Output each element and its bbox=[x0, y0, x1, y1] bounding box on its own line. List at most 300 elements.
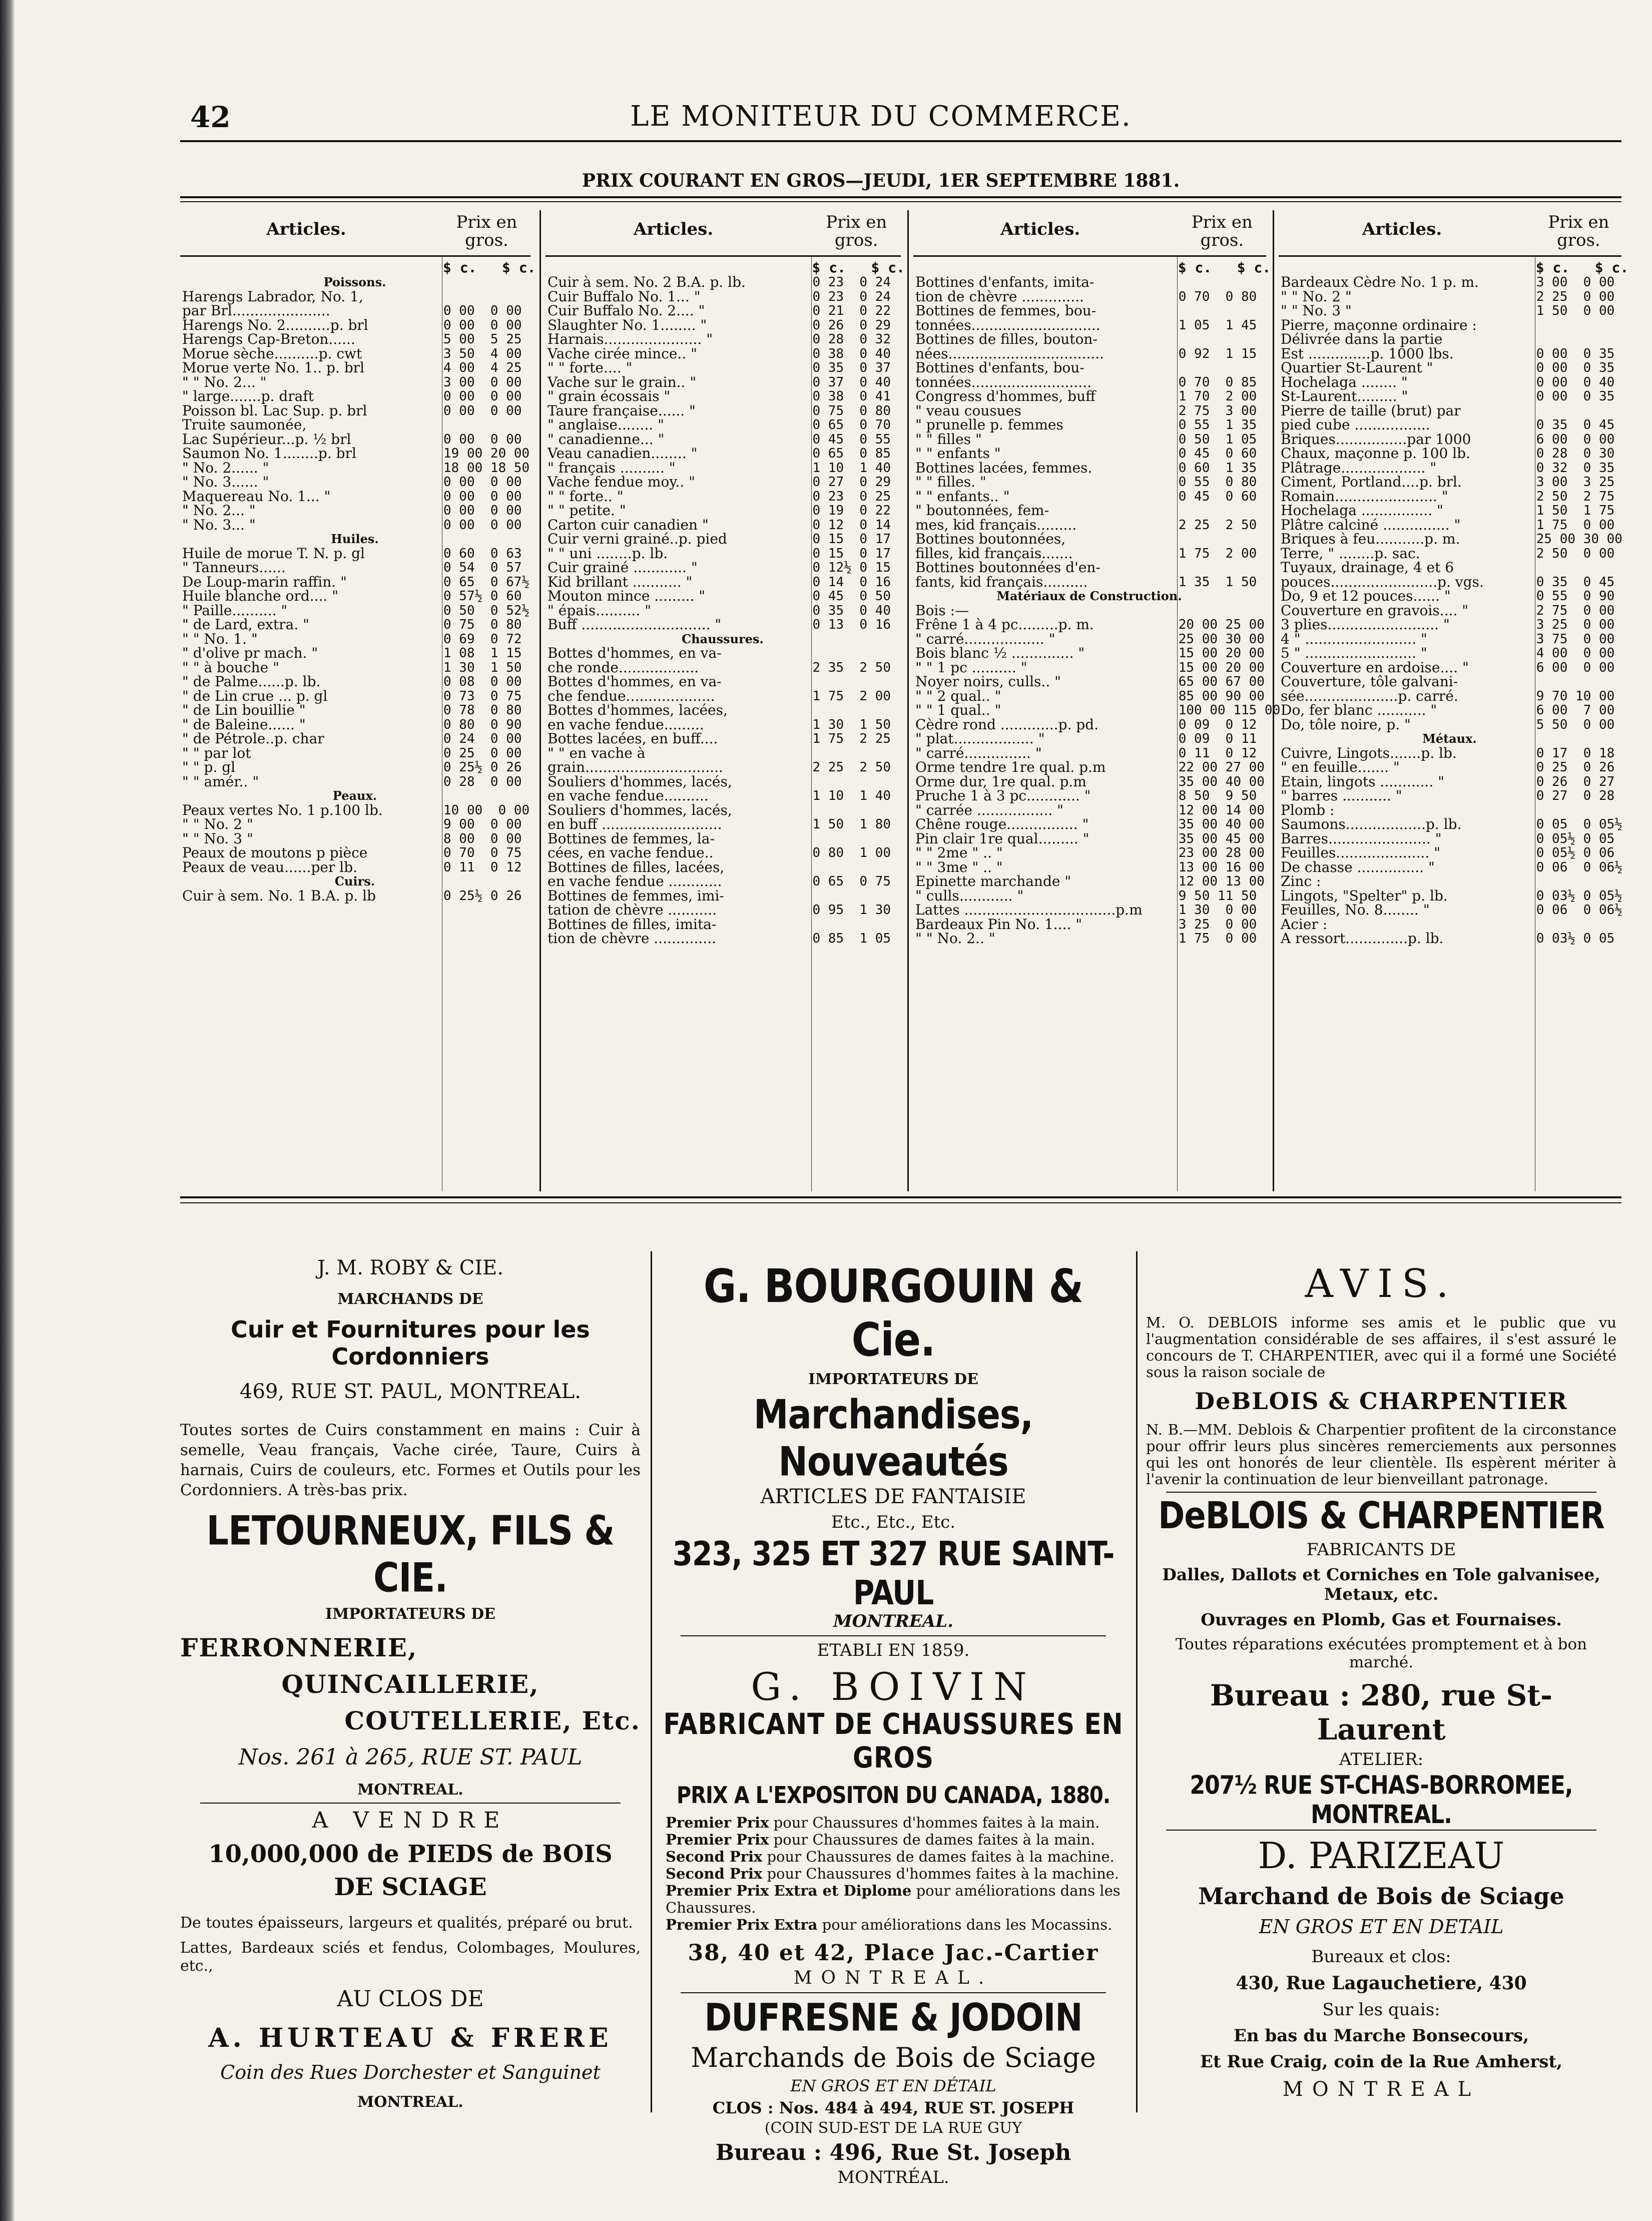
article-price: 0 12½ 0 15 bbox=[812, 560, 891, 575]
header-rule bbox=[180, 140, 1621, 142]
deblois-atelier: ATELIER: bbox=[1339, 1749, 1424, 1769]
article-price: 0 17 0 18 bbox=[1536, 745, 1615, 761]
price-row bbox=[1281, 817, 1621, 832]
price-row bbox=[1281, 760, 1621, 775]
award-line bbox=[666, 1865, 1121, 1882]
article-price: 0 00 0 00 bbox=[443, 389, 522, 404]
deblois-bureau: Bureau : 280, rue St-Laurent bbox=[1210, 1678, 1553, 1746]
deblois-address: 207½ RUE ST-CHAS-BORROMEE, MONTREAL. bbox=[1190, 1770, 1573, 1830]
article-name: Chaux, maçonne p. 100 lb. bbox=[1281, 445, 1470, 462]
article-name: Morue sèche..........p. cwt bbox=[182, 345, 362, 362]
price-row bbox=[1281, 675, 1621, 689]
article-name: " " 3me " .. " bbox=[915, 858, 1003, 875]
article-name: " Paille.......... " bbox=[182, 602, 288, 619]
award-line bbox=[666, 1916, 1121, 1933]
price-row bbox=[547, 490, 901, 504]
article-name: en vache fendue......... bbox=[547, 716, 704, 733]
article-name: Cuir Buffalo No. 1... " bbox=[547, 288, 701, 305]
price-row bbox=[547, 746, 901, 761]
boivin-established: ETABLI EN 1859. bbox=[817, 1640, 970, 1660]
article-name: " " No. 3 " bbox=[1281, 302, 1352, 319]
article-price: 0 00 0 35 bbox=[1536, 360, 1615, 375]
article-price: 0 11 0 12 bbox=[443, 859, 522, 875]
price-row bbox=[182, 490, 530, 504]
column-header bbox=[180, 210, 530, 257]
section-title: Peaux. bbox=[332, 788, 377, 803]
parizeau-quai-2: Et Rue Craig, coin de la Rue Amherst, bbox=[1200, 2052, 1562, 2072]
article-name: Feuilles, No. 8........ " bbox=[1281, 902, 1430, 918]
article-name: Barres....................... " bbox=[1281, 830, 1442, 847]
article-price: 1 30 1 50 bbox=[812, 717, 891, 732]
article-name: " No. 2...... " bbox=[182, 459, 269, 476]
article-name: Cuir à sem. No. 1 B.A. p. lb bbox=[182, 887, 376, 904]
article-price: 0 15 0 17 bbox=[812, 546, 891, 561]
article-name: Harengs Cap-Breton...... bbox=[182, 331, 355, 347]
article-name: " " No. 3 " bbox=[182, 830, 253, 847]
article-price: 2 50 0 00 bbox=[1536, 546, 1615, 561]
price-row bbox=[547, 889, 901, 904]
price-row bbox=[1281, 304, 1621, 318]
price-row bbox=[547, 832, 901, 846]
price-row bbox=[915, 547, 1266, 561]
article-price: 2 75 0 00 bbox=[1536, 603, 1615, 618]
price-row bbox=[915, 461, 1266, 476]
article-name: pied cube ................. bbox=[1281, 416, 1430, 433]
price-row bbox=[182, 718, 530, 732]
article-price: 3 00 0 00 bbox=[443, 374, 522, 390]
price-row bbox=[547, 318, 901, 333]
article-price: 0 35 0 37 bbox=[812, 360, 891, 375]
boivin-trade: FABRICANT DE CHAUSSURES EN GROS bbox=[663, 1707, 1124, 1774]
article-price: 85 00 90 00 bbox=[1178, 688, 1265, 704]
article-price: 100 00 115 00 bbox=[1178, 703, 1281, 718]
article-name: Pierre, maçonne ordinaire : bbox=[1281, 316, 1477, 333]
article-name: Plomb : bbox=[1281, 801, 1335, 818]
article-price: 0 15 0 17 bbox=[812, 532, 891, 547]
article-price: 4 00 4 25 bbox=[443, 360, 522, 375]
price-row bbox=[915, 418, 1266, 432]
article-price: 0 25 0 00 bbox=[443, 745, 522, 761]
award-text: pour améliorations dans les Mocassins. bbox=[817, 1916, 1113, 1933]
price-row bbox=[547, 760, 901, 775]
article-name: " en feuille....... " bbox=[1281, 759, 1400, 775]
article-name: " " 1 qual.. " bbox=[915, 702, 1001, 718]
dufresne-bureau: Bureau : 496, Rue St. Joseph bbox=[715, 2140, 1071, 2165]
price-row bbox=[182, 504, 530, 518]
hurteau-body-2: Lattes, Bardeaux sciés et fendus, Colombages, Moulures, etc., bbox=[180, 1939, 641, 1975]
article-price: 1 50 1 80 bbox=[812, 817, 891, 832]
price-row bbox=[547, 275, 901, 290]
letourneux-line-3: COUTELLERIE, Etc. bbox=[344, 1706, 641, 1735]
price-row bbox=[182, 304, 530, 318]
article-price: 9 50 11 50 bbox=[1178, 888, 1257, 904]
article-price: 0 55 0 80 bbox=[1178, 475, 1257, 490]
price-row bbox=[547, 304, 901, 318]
table-bottom-rule bbox=[180, 1196, 1621, 1198]
price-row bbox=[1281, 846, 1621, 860]
article-name: Cuir verni grainé..p. pied bbox=[547, 531, 727, 547]
price-row bbox=[1281, 418, 1621, 432]
price-row bbox=[547, 732, 901, 746]
article-name: Cuivre, Lingots.......p. lb. bbox=[1281, 744, 1457, 761]
price-column-1 bbox=[180, 210, 536, 1191]
article-name: Peaux vertes No. 1 p.100 lb. bbox=[182, 801, 383, 818]
article-name: " de Pétrole..p. char bbox=[182, 730, 324, 747]
article-price bbox=[813, 746, 901, 761]
price-row bbox=[547, 290, 901, 304]
hurteau-line-2: DE SCIAGE bbox=[334, 1873, 487, 1901]
parizeau-city: MONTREAL bbox=[1282, 2078, 1480, 2101]
article-price: 0 03½ 0 05 bbox=[1536, 931, 1615, 946]
article-name: " français .......... " bbox=[547, 459, 676, 476]
letourneux-name: LETOURNEUX, FILS & CIE. bbox=[206, 1507, 615, 1602]
article-name: " No. 3...... " bbox=[182, 474, 269, 490]
price-row bbox=[182, 889, 530, 904]
article-price: 2 75 3 00 bbox=[1178, 403, 1257, 418]
award-line bbox=[666, 1831, 1121, 1848]
award-title: Second Prix bbox=[666, 1848, 763, 1865]
price-row bbox=[1281, 874, 1621, 889]
article-price: 0 06 0 06½ bbox=[1536, 859, 1622, 875]
price-row bbox=[915, 532, 1266, 547]
article-price: 0 54 0 57 bbox=[443, 560, 522, 575]
section-title: Cuirs. bbox=[334, 874, 375, 889]
price-row bbox=[1281, 932, 1621, 946]
price-row bbox=[915, 832, 1266, 846]
boivin-address: 38, 40 et 42, Place Jac.-Cartier bbox=[688, 1940, 1099, 1966]
article-name: Bottines d'enfants, bou- bbox=[915, 359, 1084, 376]
bourgouin-city: MONTREAL. bbox=[833, 1611, 953, 1631]
price-row bbox=[1281, 832, 1621, 846]
price-row bbox=[915, 803, 1266, 818]
price-row bbox=[182, 475, 530, 490]
article-name: " " forte.... " bbox=[547, 359, 633, 376]
article-name: Morue verte No. 1.. p. brl bbox=[182, 359, 365, 376]
hurteau-title: A VENDRE bbox=[312, 1808, 509, 1833]
ad-separator bbox=[651, 1251, 652, 2112]
ad-column-right bbox=[1146, 1251, 1616, 2112]
bourgouin-trade: Marchandises, Nouveautés bbox=[753, 1391, 1033, 1486]
article-name: " " filles " bbox=[915, 430, 982, 448]
article-price: 0 00 0 35 bbox=[1536, 389, 1615, 404]
article-price bbox=[813, 889, 901, 904]
article-name: Délivrée dans la partie bbox=[1281, 331, 1443, 347]
price-row bbox=[915, 318, 1266, 333]
article-price: 0 50 0 52½ bbox=[443, 603, 530, 618]
price-row bbox=[547, 932, 901, 946]
price-row bbox=[547, 789, 901, 803]
article-price: 4 00 0 00 bbox=[1536, 646, 1615, 661]
price-row bbox=[915, 646, 1266, 661]
price-row bbox=[182, 375, 530, 390]
award-line bbox=[666, 1814, 1121, 1831]
article-name: fants, kid français.......... bbox=[915, 573, 1088, 590]
price-row bbox=[915, 618, 1266, 632]
article-price: 0 70 0 85 bbox=[1178, 374, 1257, 390]
award-text: pour améliorations dans les Chaussures. bbox=[666, 1882, 1121, 1916]
article-name: " plat.................. " bbox=[915, 730, 1045, 747]
article-name: Huile blanche ord.... " bbox=[182, 588, 339, 604]
section-heading bbox=[547, 632, 901, 647]
parizeau-address: 430, Rue Lagauchetiere, 430 bbox=[1236, 1973, 1527, 1994]
article-price: 0 37 0 40 bbox=[812, 374, 891, 390]
section-heading bbox=[182, 532, 530, 547]
price-row bbox=[915, 375, 1266, 390]
ad-roby bbox=[180, 1256, 641, 1500]
ad-divider bbox=[681, 1992, 1106, 1993]
article-name: Bottines de filles, bouton- bbox=[915, 331, 1097, 347]
article-name: 3 plies......................... " bbox=[1281, 616, 1450, 633]
article-name: Frêne 1 à 4 pc.........p. m. bbox=[915, 616, 1094, 633]
article-price: 0 05 0 05½ bbox=[1536, 817, 1622, 832]
bourgouin-role: IMPORTATEURS DE bbox=[808, 1371, 978, 1388]
price-row bbox=[182, 432, 530, 447]
article-name: " carré............... " bbox=[915, 744, 1042, 761]
article-price: 0 25½ 0 26 bbox=[443, 888, 522, 904]
article-price: 0 69 0 72 bbox=[443, 631, 522, 647]
article-name: Veau canadien........ " bbox=[547, 445, 698, 462]
article-price: 0 14 0 16 bbox=[812, 574, 891, 590]
article-price: 6 00 7 00 bbox=[1536, 703, 1615, 718]
article-name: " boutonnées, fem- bbox=[915, 502, 1049, 519]
article-name: en buff ........................... bbox=[547, 816, 722, 832]
ad-avis bbox=[1146, 1261, 1616, 1488]
article-name: Terre, " ........p. sac. bbox=[1281, 545, 1420, 562]
price-row bbox=[1281, 903, 1621, 918]
article-price: 1 10 1 40 bbox=[812, 460, 891, 476]
article-price: 18 00 18 50 bbox=[443, 460, 530, 476]
price-row bbox=[915, 760, 1266, 775]
dufresne-city: MONTRÉAL. bbox=[837, 2167, 949, 2187]
currency-units: $ c. $ c. bbox=[1535, 259, 1629, 276]
price-row bbox=[547, 661, 901, 675]
article-name: tonnées........................... bbox=[915, 373, 1091, 390]
article-name: Chêne rouge................ " bbox=[915, 816, 1089, 832]
price-row bbox=[1281, 703, 1621, 718]
article-name: Poisson bl. Lac Sup. p. brl bbox=[182, 402, 367, 419]
price-row bbox=[915, 332, 1266, 347]
article-name: Lac Supérieur...p. ½ brl bbox=[182, 430, 351, 448]
bourgouin-etc: Etc., Etc., Etc. bbox=[831, 1512, 956, 1532]
article-name: Epinette marchande " bbox=[915, 873, 1071, 890]
parizeau-quais: Sur les quais: bbox=[1322, 2000, 1440, 2020]
price-row bbox=[1281, 532, 1621, 547]
price-row bbox=[182, 318, 530, 333]
dufresne-name: DUFRESNE & JODOIN bbox=[704, 1995, 1082, 2040]
price-row bbox=[1281, 589, 1621, 604]
section-title: Matériaux de Construction. bbox=[996, 589, 1182, 603]
article-price: 35 00 45 00 bbox=[1178, 831, 1265, 846]
price-row bbox=[1281, 646, 1621, 661]
article-price: 0 00 0 00 bbox=[443, 403, 522, 418]
price-row bbox=[1281, 361, 1621, 375]
price-row bbox=[547, 461, 901, 476]
article-price: 0 27 0 28 bbox=[1536, 788, 1615, 803]
article-name: De chasse ............... " bbox=[1281, 858, 1435, 875]
article-name: Peaux de veau......per lb. bbox=[182, 858, 358, 875]
article-name: par Brl...................... bbox=[182, 302, 330, 319]
article-name: Truite saumonée, bbox=[182, 416, 307, 433]
ad-parizeau bbox=[1146, 1835, 1616, 2101]
article-name: Bottes d'hommes, lacées, bbox=[547, 702, 728, 718]
article-price bbox=[1179, 275, 1266, 290]
price-row bbox=[915, 932, 1266, 946]
price-row bbox=[547, 589, 901, 604]
price-row bbox=[915, 275, 1266, 290]
article-name: Bottes d'hommes, en va- bbox=[547, 645, 722, 661]
avis-body: M. O. DEBLOIS informe ses amis et le public que vu l'augmentation considérable de ses affaires, il s'est assuré le concours de T. CHARPENTIER, avec qui il a formé une Société sous la raison sociale de bbox=[1146, 1314, 1616, 1381]
article-name: Lingots, "Spelter" p. lb. bbox=[1281, 887, 1448, 904]
price-row bbox=[547, 775, 901, 789]
article-price: 8 50 9 50 bbox=[1178, 788, 1257, 803]
article-name: Feuilles..................... " bbox=[1281, 844, 1440, 861]
article-name: " Tanneurs...... bbox=[182, 559, 286, 576]
article-name: St-Laurent......... " bbox=[1281, 388, 1408, 404]
price-row bbox=[915, 675, 1266, 689]
header-prix: Prix en gros. bbox=[826, 212, 887, 250]
price-column-4 bbox=[1279, 210, 1629, 1191]
article-name: Est ..............p. 1000 lbs. bbox=[1281, 345, 1454, 362]
article-name: " canadienne... " bbox=[547, 430, 665, 448]
article-price bbox=[1179, 504, 1266, 518]
article-price: 6 00 0 00 bbox=[1536, 431, 1615, 447]
article-price: 0 11 0 12 bbox=[1178, 745, 1257, 761]
price-row bbox=[1281, 918, 1621, 932]
article-price: 0 75 0 80 bbox=[812, 403, 891, 418]
article-name: Souliers d'hommes, lacés, bbox=[547, 773, 732, 790]
article-name: " " amér.. " bbox=[182, 773, 259, 790]
price-row bbox=[182, 547, 530, 561]
article-price: 0 70 0 75 bbox=[443, 845, 522, 860]
article-price: 0 23 0 24 bbox=[812, 289, 891, 304]
article-name: Harengs Labrador, No. 1, bbox=[182, 288, 363, 305]
ad-divider bbox=[1166, 1830, 1596, 1831]
price-row bbox=[915, 889, 1266, 904]
price-row bbox=[547, 646, 901, 661]
article-price: 1 70 2 00 bbox=[1178, 389, 1257, 404]
article-name: " " enfants.. " bbox=[915, 488, 1010, 505]
article-name: Bardeaux Pin No. 1.... " bbox=[915, 916, 1082, 933]
article-price: 0 09 0 12 bbox=[1178, 717, 1257, 732]
boivin-city: MONTREAL. bbox=[793, 1968, 993, 1988]
article-price: 1 50 0 00 bbox=[1536, 303, 1615, 318]
article-price: 2 25 2 50 bbox=[812, 760, 891, 775]
price-row bbox=[1281, 447, 1621, 461]
price-row bbox=[547, 389, 901, 404]
boivin-name: G. BOIVIN bbox=[751, 1664, 1036, 1709]
article-price: 1 75 0 00 bbox=[1536, 517, 1615, 533]
article-price bbox=[1536, 332, 1621, 347]
article-name: Do, 9 et 12 pouces...... " bbox=[1281, 588, 1451, 604]
price-row bbox=[915, 290, 1266, 304]
price-row bbox=[182, 632, 530, 647]
deblois-line-1: Dalles, Dallots et Corniches en Tole galvanisee, Metaux, etc. bbox=[1162, 1565, 1600, 1604]
article-name: Souliers d'hommes, lacés, bbox=[547, 801, 732, 818]
article-name: " " 2 qual.. " bbox=[915, 687, 1001, 704]
boivin-prix: PRIX A L'EXPOSITON DU CANADA, 1880. bbox=[676, 1782, 1111, 1809]
article-name: Carton cuir canadien " bbox=[547, 516, 709, 533]
article-name: Pruche 1 à 3 pc............ " bbox=[915, 787, 1091, 804]
hurteau-name: A. HURTEAU & FRERE bbox=[208, 2023, 613, 2053]
article-name: Harnais...................... " bbox=[547, 331, 713, 347]
dufresne-clos: CLOS : Nos. 484 à 494, RUE ST. JOSEPH bbox=[712, 2098, 1074, 2117]
price-row bbox=[915, 447, 1266, 461]
table-top-rule bbox=[180, 196, 1621, 198]
section-heading bbox=[915, 589, 1266, 604]
parizeau-bureaux: Bureaux et clos: bbox=[1311, 1947, 1451, 1967]
article-price: 8 00 0 00 bbox=[443, 831, 522, 846]
article-price bbox=[813, 918, 901, 932]
article-name: Bottines de femmes, la- bbox=[547, 830, 715, 847]
price-row bbox=[1281, 860, 1621, 875]
article-price: 0 00 0 35 bbox=[1536, 346, 1615, 361]
hurteau-city: MONTREAL. bbox=[357, 2093, 463, 2111]
price-row bbox=[1281, 632, 1621, 647]
article-name: Acier : bbox=[1281, 916, 1328, 933]
article-price: 1 10 1 40 bbox=[812, 788, 891, 803]
letourneux-address: Nos. 261 à 265, RUE ST. PAUL bbox=[238, 1744, 583, 1770]
award-line bbox=[666, 1848, 1121, 1865]
price-row bbox=[915, 789, 1266, 803]
article-name: Quartier St-Laurent " bbox=[1281, 359, 1433, 376]
ad-divider bbox=[1166, 1492, 1596, 1493]
article-name: " " en vache à bbox=[547, 744, 646, 761]
article-name: Cuir à sem. No. 2 B.A. p. lb. bbox=[547, 274, 746, 290]
price-row bbox=[182, 760, 530, 775]
article-price: 0 73 0 75 bbox=[443, 688, 522, 704]
article-name: Saumon No. 1........p. brl bbox=[182, 445, 356, 462]
article-price bbox=[1536, 404, 1621, 418]
article-price: 0 45 0 60 bbox=[1178, 489, 1257, 504]
hurteau-corner: Coin des Rues Dorchester et Sanguinet bbox=[220, 2061, 601, 2083]
article-name: " carré.................. " bbox=[915, 630, 1055, 647]
currency-units: $ c. $ c. bbox=[812, 259, 905, 276]
article-price: 3 50 4 00 bbox=[443, 346, 522, 361]
article-name: en vache fendue ............ bbox=[547, 873, 722, 890]
article-price: 0 25 0 26 bbox=[1536, 760, 1615, 775]
article-price bbox=[1179, 604, 1266, 618]
article-price: 1 30 0 00 bbox=[1178, 903, 1257, 918]
article-price: 0 70 0 80 bbox=[1178, 289, 1257, 304]
article-price: 0 50 1 05 bbox=[1178, 431, 1257, 447]
article-name: " anglaise........ " bbox=[547, 416, 664, 433]
price-row bbox=[182, 418, 530, 432]
article-price: 0 92 1 15 bbox=[1178, 346, 1257, 361]
price-row bbox=[1281, 575, 1621, 590]
letourneux-city: MONTREAL. bbox=[357, 1781, 463, 1799]
article-price: 1 30 1 50 bbox=[443, 660, 522, 675]
article-price bbox=[813, 703, 901, 718]
article-name: cées, en vache fendue.. bbox=[547, 844, 714, 861]
section-title: Chaussures. bbox=[682, 631, 764, 646]
price-row bbox=[547, 874, 901, 889]
article-name: Noyer noirs, culls.. " bbox=[915, 673, 1061, 690]
advertisements bbox=[140, 1251, 1621, 2187]
article-name: " culls............ " bbox=[915, 887, 1024, 904]
price-row bbox=[182, 589, 530, 604]
article-name: che fendue.................... bbox=[547, 687, 715, 704]
price-row bbox=[915, 702, 1281, 718]
ad-deblois bbox=[1146, 1495, 1616, 1830]
price-row bbox=[1281, 375, 1621, 390]
price-row bbox=[915, 903, 1266, 918]
price-row bbox=[182, 361, 530, 375]
article-price: 0 00 0 00 bbox=[443, 317, 522, 333]
table-top-rule-2 bbox=[180, 201, 1621, 202]
article-name: Hochelaga ................ " bbox=[1281, 502, 1443, 519]
price-row bbox=[547, 432, 901, 447]
price-row bbox=[1281, 775, 1621, 789]
